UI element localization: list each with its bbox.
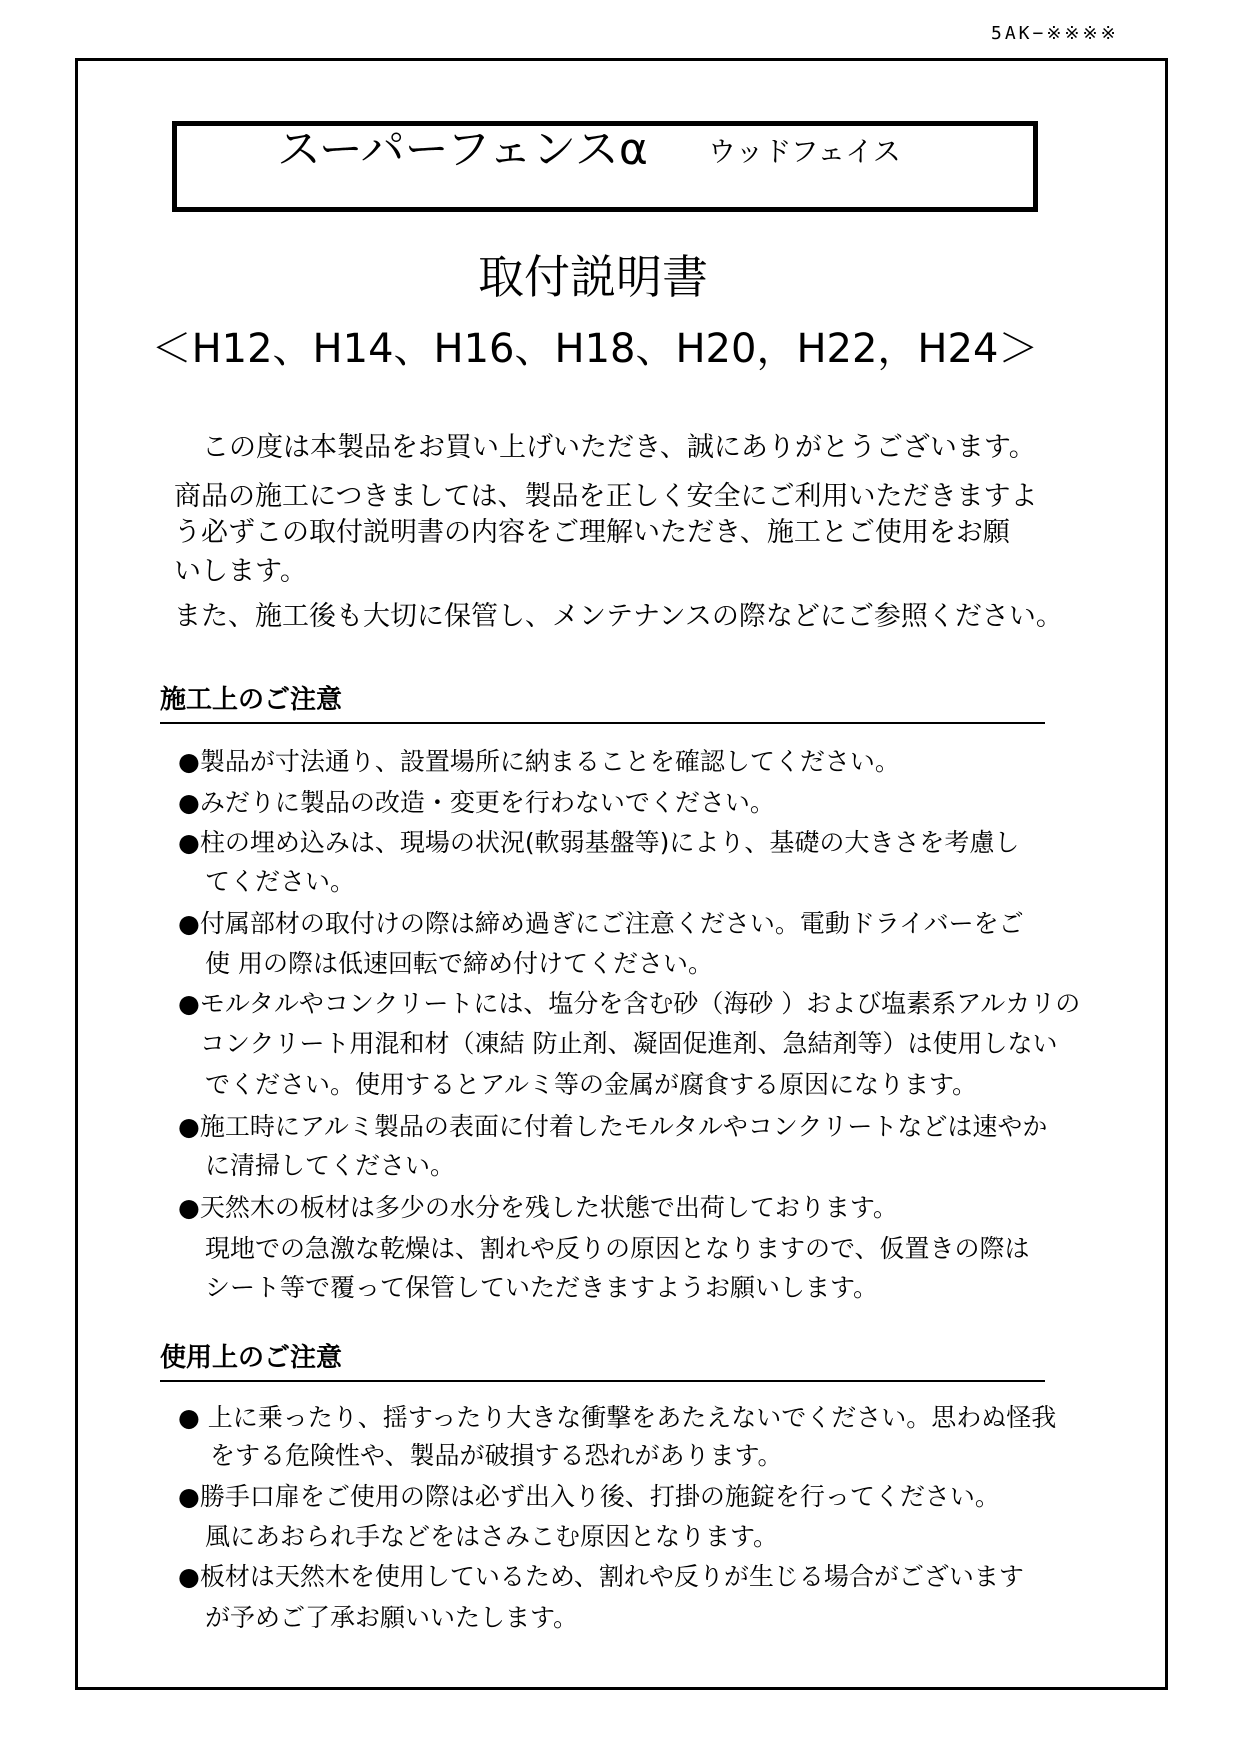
construction-note-line: 使 用の際は低速回転で締め付けてください。: [205, 949, 713, 978]
intro-line: 商品の施工につきましては、製品を正しく安全にご利用いただきますよ: [174, 481, 1038, 512]
intro-line: この度は本製品をお買い上げいただき、誠にありがとうございます。: [202, 432, 1036, 463]
construction-note-line: ●みだりに製品の改造・変更を行わないでください。: [178, 788, 775, 817]
construction-note-line: てください。: [205, 867, 356, 896]
construction-note-line: ●製品が寸法通り、設置場所に納まることを確認してください。: [178, 747, 900, 776]
section-divider: [160, 722, 1045, 724]
document-title: 取付説明書: [478, 250, 708, 304]
construction-notes-heading: 施工上のご注意: [160, 685, 343, 715]
product-variant: ウッドフェイス: [708, 135, 901, 168]
intro-line: また、施工後も大切に保管し、メンテナンスの際などにご参照ください。: [174, 601, 1063, 632]
construction-note-line: ●施工時にアルミ製品の表面に付着したモルタルやコンクリートなどは速やか: [178, 1112, 1048, 1141]
usage-note-line: ● 上に乗ったり、揺すったり大きな衝撃をあたえないでください。思わぬ怪我: [178, 1403, 1057, 1432]
model-list: ＜H12、H14、H16、H18、H20，H22，H24＞: [151, 326, 1039, 372]
usage-notes-heading: 使用上のご注意: [160, 1343, 343, 1373]
construction-note-line: ●モルタルやコンクリートには、塩分を含む砂（海砂 ）および塩素系アルカリの: [178, 989, 1081, 1018]
construction-note-line: ●天然木の板材は多少の水分を残した状態で出荷しております。: [178, 1193, 898, 1222]
construction-note-line: 現地での急激な乾燥は、割れや反りの原因となりますので、仮置きの際は: [205, 1234, 1030, 1263]
intro-line: う必ずこの取付説明書の内容をご理解いただき、施工とご使用をお願: [174, 517, 1010, 548]
section-divider: [160, 1380, 1045, 1382]
construction-note-line: ●付属部材の取付けの際は締め過ぎにご注意ください。電動ドライバーをご: [178, 909, 1024, 938]
construction-note-line: コンクリート用混和材（凍結 防止剤、凝固促進剤、急結剤等）は使用しない: [200, 1029, 1058, 1058]
intro-line: いします。: [174, 556, 307, 587]
construction-note-line: ●柱の埋め込みは、現場の状況(軟弱基盤等)により、基礎の大きさを考慮し: [178, 828, 1020, 857]
product-name: スーパーフェンスα: [277, 124, 648, 175]
usage-note-line: ●勝手口扉をご使用の際は必ず出入り後、打掛の施錠を行ってください。: [178, 1482, 1000, 1511]
document-code: 5AK−※※※※: [991, 23, 1119, 44]
usage-note-line: をする危険性や、製品が破損する恐れがあります。: [210, 1441, 783, 1470]
construction-note-line: シート等で覆って保管していただきますようお願いします。: [205, 1273, 879, 1302]
construction-note-line: でください。使用するとアルミ等の金属が腐食する原因になります。: [205, 1070, 978, 1099]
usage-note-line: 風にあおられ手などをはさみこむ原因となります。: [205, 1522, 779, 1551]
usage-note-line: が予めご了承お願いいたします。: [205, 1603, 579, 1632]
construction-note-line: に清掃してください。: [205, 1151, 456, 1180]
usage-note-line: ●板材は天然木を使用しているため、割れや反りが生じる場合がございます: [178, 1562, 1024, 1591]
